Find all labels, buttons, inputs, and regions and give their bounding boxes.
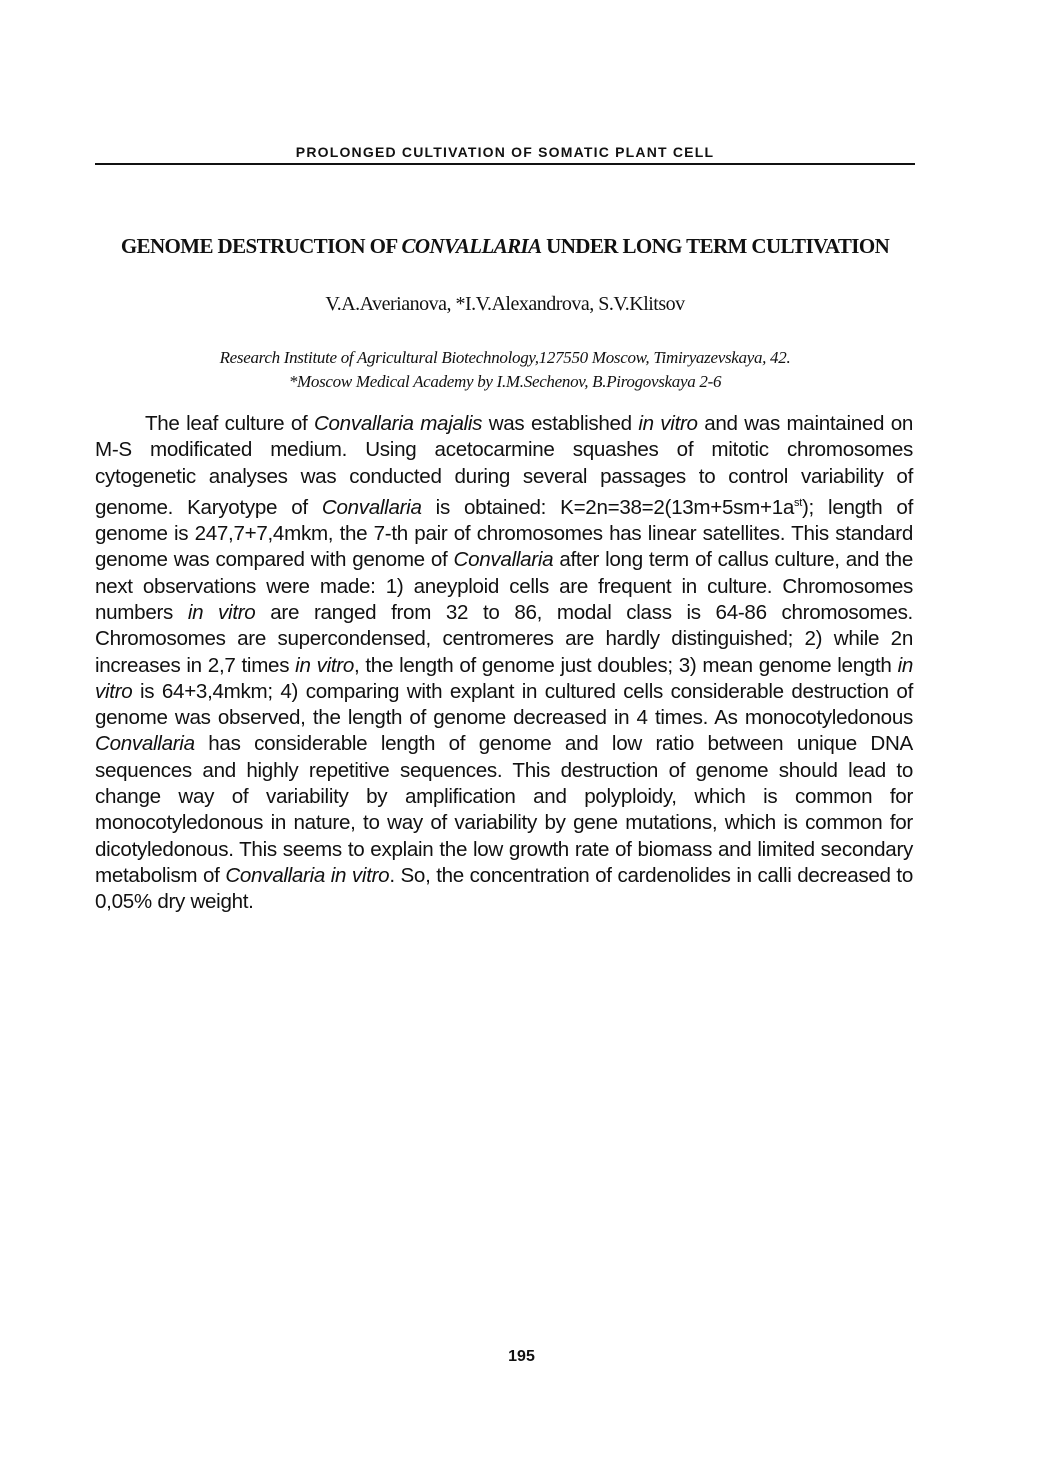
abstract-superscript: st bbox=[794, 496, 802, 509]
abstract-text: is obtained: K=2n=38=2(13m+5sm+1a bbox=[421, 495, 795, 519]
abstract-italic: Convallaria in vitro bbox=[225, 863, 390, 887]
title-genus: CONVALLARIA bbox=[401, 234, 542, 258]
abstract-text: . So, the concentration of cardenolides in calli decreased to 0,05% dry weight. bbox=[95, 863, 913, 914]
running-head: PROLONGED CULTIVATION OF SOMATIC PLANT CELL bbox=[95, 144, 915, 165]
paper-title bbox=[95, 232, 915, 260]
abstract-paragraph bbox=[95, 411, 913, 916]
abstract-italic: Convallaria bbox=[95, 732, 195, 756]
title-part1: GENOME DESTRUCTION OF bbox=[120, 234, 402, 258]
abstract-text: ); length of genome is 247,7+7,4mkm, the 7-th pair of chromosomes has linear satellites. This standard genome was compared with genome of bbox=[95, 495, 913, 572]
affiliation-line-2: *Moscow Medical Academy by I.M.Sechenov, B.Pirogovskaya 2-6 bbox=[288, 372, 722, 391]
abstract-text: was established bbox=[482, 412, 639, 435]
abstract-text: The leaf culture of bbox=[145, 412, 314, 435]
page-number: 195 bbox=[508, 1348, 535, 1365]
abstract-text: has considerable length of genome and low ratio between unique DNA sequences and highly repetitive sequences. This destruction of genome should lead to change way of variability by amplification and polyploidy, which is common for monocotyledonous in nature, to way of variability by gene mutations, which is common for dicotyledonous. This seems to explain the low growth rate of biomass and limited secondary metabolism of bbox=[95, 732, 913, 887]
abstract-italic: Convallaria bbox=[321, 495, 422, 519]
abstract-text: and was maintained on M-S modificated medium. Using acetocarmine squashes of mitotic chromosomes cytogenetic analyses was conducted during several passages to control variability of genome. Karyotype of bbox=[95, 412, 914, 519]
abstract-text: is 64+3,4mkm; 4) comparing with explant in cultured cells considerable destruction of genome was observed, the length of genome decreased in 4 times. As monocotyledonous bbox=[95, 679, 913, 730]
abstract-italic: in vitro bbox=[638, 412, 698, 435]
abstract-text: are ranged from 32 to 86, modal class is 64-86 chromosomes. Chromosomes are supercondensed, centromeres are hardly distinguished; 2) while 2n increases in 2,7 times bbox=[95, 600, 913, 677]
abstract-text: after long term of callus culture, and the next observations were made: 1) aneyploid cells are frequent in culture. Chromosomes numbers bbox=[95, 548, 913, 624]
author-list: V.A.Averianova, *I.V.Alexandrova, S.V.Klitsov bbox=[325, 293, 685, 315]
title-part2: UNDER LONG TERM CULTIVATION bbox=[541, 234, 890, 258]
affiliation-line-1: Research Institute of Agricultural Biotechnology,127550 Moscow, Timiryazevskaya, 42. bbox=[219, 348, 791, 367]
abstract-italic: Convallaria majalis bbox=[313, 412, 483, 435]
abstract-italic: in vitro bbox=[295, 653, 354, 677]
abstract-italic: in vitro bbox=[187, 600, 256, 624]
abstract-italic: in vitro bbox=[95, 653, 913, 703]
affiliations bbox=[95, 346, 915, 394]
abstract-italic: Convallaria bbox=[453, 548, 554, 572]
abstract-text: , the length of genome just doubles; 3) mean genome length bbox=[353, 653, 898, 677]
